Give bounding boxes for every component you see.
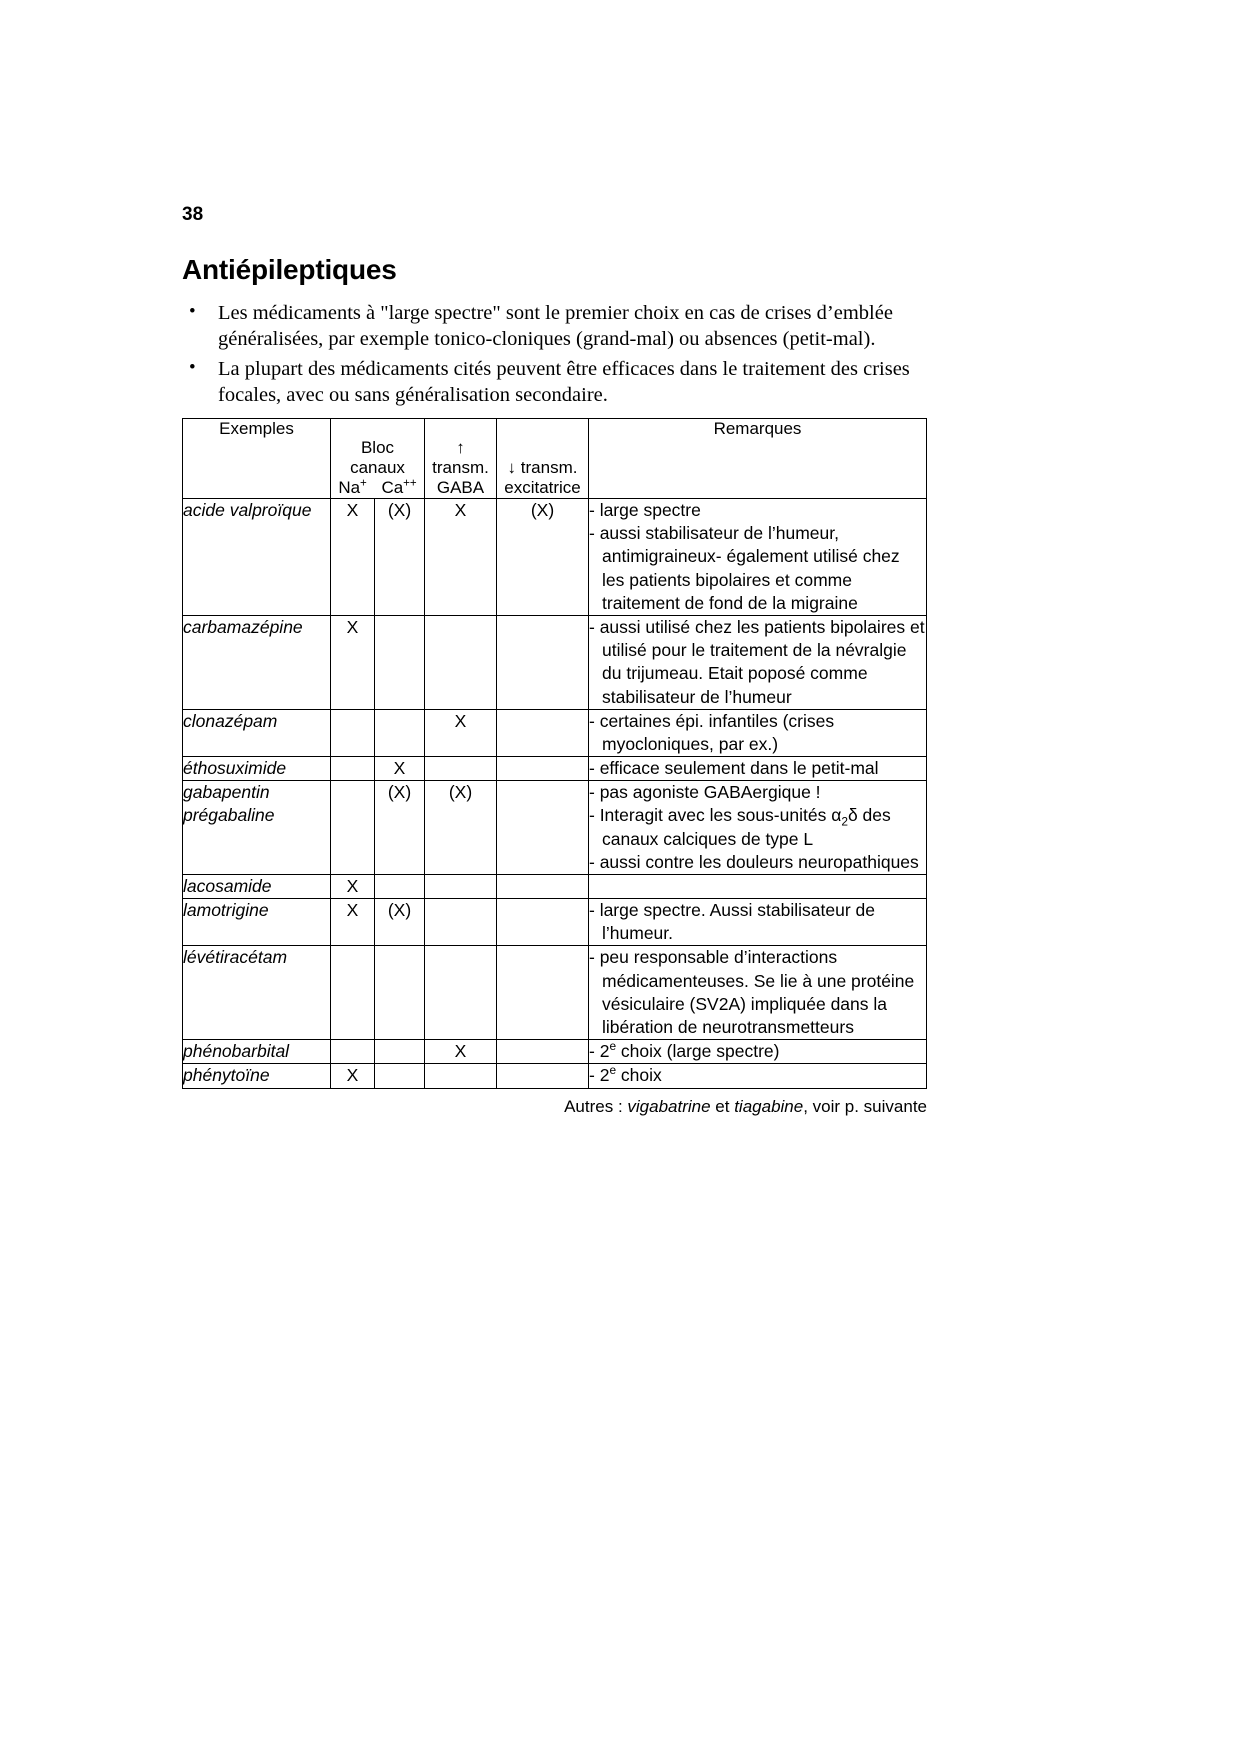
footer-middle: et	[710, 1096, 735, 1116]
mark-cell-sodium: X	[331, 615, 375, 709]
page-number: 38	[182, 204, 204, 225]
mark-cell-excitatory	[497, 709, 589, 756]
bullet-text: La plupart des médicaments cités peuvent être efficaces dans le traitement des crises focales, avec ou sans généralisation secondaire.	[218, 357, 910, 406]
remark-item: - large spectre	[589, 500, 701, 521]
column-header-bloc-canaux	[331, 419, 425, 499]
ion-sodium: Na+	[338, 477, 367, 497]
remarks-cell	[589, 781, 927, 875]
mark-cell-calcium: X	[375, 757, 425, 781]
drug-name-cell: phénobarbital	[183, 1040, 331, 1064]
sodium-charge: +	[360, 477, 367, 490]
remark-item: - aussi utilisé chez les patients bipolaires et utilisé pour le traitement de la névralgie du trijumeau. Etait poposé comme stabilisateur de l’humeur	[589, 616, 925, 707]
column-header-excitatory	[497, 419, 589, 499]
up-arrow-icon: ↑	[456, 437, 465, 457]
bullet-icon: •	[189, 301, 196, 323]
drug-name-cell: carbamazépine	[183, 615, 331, 709]
ion-calcium: Ca++	[381, 477, 417, 497]
gaba-line2: transm.	[432, 457, 489, 477]
mark-cell-sodium	[331, 1040, 375, 1064]
footer-note	[182, 1096, 927, 1118]
mark-cell-excitatory: (X)	[497, 499, 589, 616]
footer-suffix: , voir p. suivante	[803, 1096, 927, 1116]
table-row	[183, 875, 927, 899]
remarks-cell	[589, 757, 927, 781]
table-body	[183, 499, 927, 1089]
document-page	[182, 205, 927, 1118]
column-header-examples-label: Exemples	[219, 419, 294, 439]
remark-item: - large spectre. Aussi stabilisateur de l’humeur.	[589, 900, 875, 944]
bullet-icon: •	[189, 356, 196, 378]
mark-cell-excitatory	[497, 899, 589, 946]
mark-cell-excitatory	[497, 1064, 589, 1088]
mark-cell-sodium: X	[331, 875, 375, 899]
mark-cell-excitatory	[497, 946, 589, 1040]
mark-cell-gaba	[425, 757, 497, 781]
mark-cell-gaba	[425, 1064, 497, 1088]
mark-cell-calcium	[375, 875, 425, 899]
bloc-line1: Bloc	[360, 437, 395, 457]
drug-name-cell: lévétiracétam	[183, 946, 331, 1040]
mark-cell-excitatory	[497, 1040, 589, 1064]
ion-labels	[331, 478, 424, 498]
antiepileptics-table	[182, 418, 927, 1089]
mark-cell-calcium	[375, 946, 425, 1040]
gaba-line3: GABA	[436, 477, 485, 497]
drug-name-cell: clonazépam	[183, 709, 331, 756]
remarks-cell	[589, 499, 927, 616]
mark-cell-excitatory	[497, 757, 589, 781]
remark-item: - 2e choix	[589, 1063, 662, 1086]
remark-item: - certaines épi. infantiles (crises myocloniques, par ex.)	[589, 710, 835, 754]
remarks-cell	[589, 946, 927, 1040]
table-row	[183, 615, 927, 709]
table-header-row	[183, 419, 927, 499]
calcium-charge: ++	[403, 477, 417, 490]
remark-item: - aussi stabilisateur de l’humeur, antimigraineux- également utilisé chez les patients bipolaires et comme traitement de fond de la migraine	[589, 523, 900, 613]
mark-cell-excitatory	[497, 781, 589, 875]
bloc-line2: canaux	[350, 457, 405, 477]
footer-drug-1: vigabatrine	[627, 1096, 711, 1116]
footer-drug-2: tiagabine	[734, 1096, 804, 1116]
drug-name-cell: éthosuximide	[183, 757, 331, 781]
mark-cell-gaba: X	[425, 1040, 497, 1064]
list-item	[182, 356, 927, 408]
mark-cell-calcium: (X)	[375, 781, 425, 875]
mark-cell-gaba: X	[425, 499, 497, 616]
table-row	[183, 899, 927, 946]
mark-cell-gaba	[425, 946, 497, 1040]
mark-cell-excitatory	[497, 875, 589, 899]
remark-item: - pas agoniste GABAergique !	[589, 782, 821, 803]
remark-item: - peu responsable d’interactions médicamenteuses. Se lie à une protéine vésiculaire (SV2A) impliquée dans la libération de neurotransmetteurs	[589, 947, 915, 1038]
remark-item: - efficace seulement dans le petit-mal	[589, 758, 879, 779]
mark-cell-sodium	[331, 709, 375, 756]
column-header-remarks	[589, 419, 927, 499]
mark-cell-excitatory	[497, 615, 589, 709]
drug-name-cell: gabapentin prégabaline	[183, 781, 331, 875]
list-item	[182, 300, 927, 352]
remarks-cell	[589, 899, 927, 946]
drug-name-cell: phénytoïne	[183, 1064, 331, 1088]
remark-item: - aussi contre les douleurs neuropathiques	[589, 851, 919, 872]
mark-cell-calcium: (X)	[375, 899, 425, 946]
table-row	[183, 1064, 927, 1088]
down-arrow-transm-label: ↓ transm.	[507, 457, 578, 477]
remarks-cell	[589, 615, 927, 709]
mark-cell-calcium	[375, 615, 425, 709]
remarks-cell	[589, 1064, 927, 1088]
mark-cell-sodium: X	[331, 1064, 375, 1088]
mark-cell-sodium	[331, 757, 375, 781]
mark-cell-gaba: (X)	[425, 781, 497, 875]
intro-bullet-list	[182, 300, 927, 408]
table-row	[183, 946, 927, 1040]
mark-cell-gaba: X	[425, 709, 497, 756]
table-row	[183, 781, 927, 875]
remark-item: - 2e choix (large spectre)	[589, 1039, 780, 1062]
drug-name-cell: lacosamide	[183, 875, 331, 899]
drug-name-cell: acide valproïque	[183, 499, 331, 616]
mark-cell-sodium	[331, 946, 375, 1040]
mark-cell-gaba	[425, 899, 497, 946]
column-header-gaba	[425, 419, 497, 499]
remarks-cell	[589, 709, 927, 756]
remarks-cell	[589, 875, 927, 899]
page-title: Antiépileptiques	[182, 253, 397, 285]
column-header-remarks-label: Remarques	[713, 419, 802, 439]
mark-cell-calcium	[375, 1040, 425, 1064]
mark-cell-gaba	[425, 875, 497, 899]
mark-cell-sodium: X	[331, 499, 375, 616]
remark-item: - Interagit avec les sous-unités $\alpha_2\delta$ des canaux calciques de type L	[589, 805, 891, 849]
table-row	[183, 757, 927, 781]
bullet-text: Les médicaments à "large spectre" sont le premier choix en cas de crises d’emblée généralisées, par exemple tonico-cloniques (grand-mal) ou absences (petit-mal).	[218, 302, 893, 351]
excitatrice-label: excitatrice	[504, 477, 581, 497]
remarks-cell	[589, 1040, 927, 1064]
mark-cell-sodium: X	[331, 899, 375, 946]
table-row	[183, 1040, 927, 1064]
mark-cell-calcium: (X)	[375, 499, 425, 616]
table-row	[183, 709, 927, 756]
mark-cell-calcium	[375, 1064, 425, 1088]
mark-cell-sodium	[331, 781, 375, 875]
table-row	[183, 499, 927, 616]
mark-cell-calcium	[375, 709, 425, 756]
column-header-examples	[183, 419, 331, 499]
drug-name-cell: lamotrigine	[183, 899, 331, 946]
mark-cell-gaba	[425, 615, 497, 709]
footer-prefix: Autres :	[564, 1096, 628, 1116]
